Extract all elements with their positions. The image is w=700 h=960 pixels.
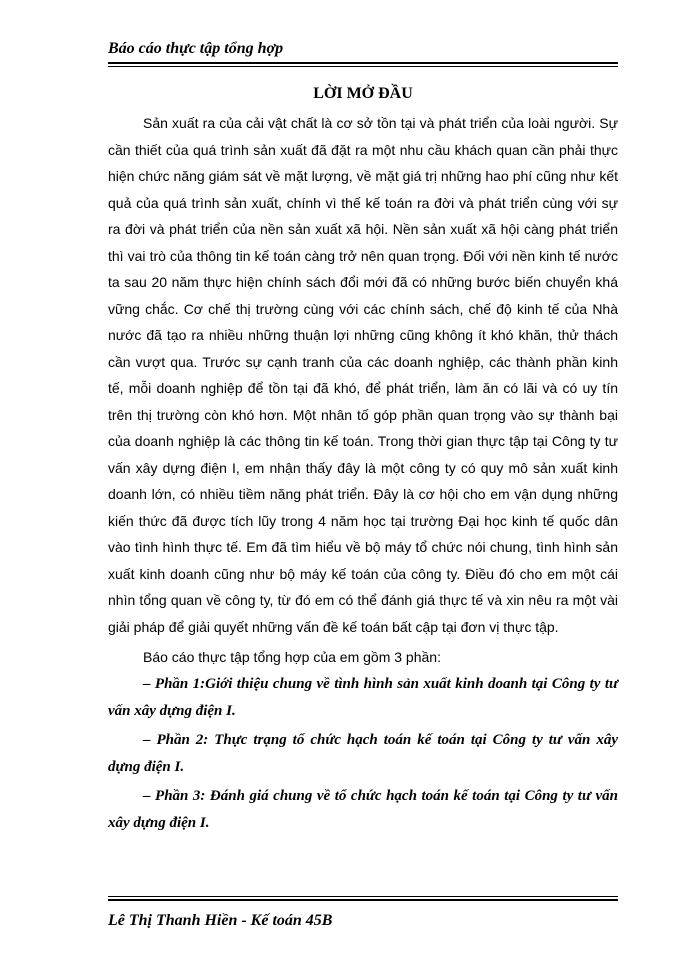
header-title: Báo cáo thực tập tổng hợp xyxy=(108,40,284,57)
document-title: LỜI MỞ ĐẦU xyxy=(313,85,413,102)
header-rule-thick xyxy=(108,62,618,64)
part-1: – Phần 1:Giới thiệu chung về tình hình sản xuất kinh doanh tại Công ty tư vấn xây dựng điện I. xyxy=(108,675,618,719)
part-2: – Phần 2: Thực trạng tổ chức hạch toán kế toán tại Công ty tư vấn xây dựng điện I. xyxy=(108,731,618,775)
document-body xyxy=(108,110,618,837)
footer-author: Lê Thị Thanh Hiền - Kế toán 45B xyxy=(108,912,333,929)
part-3: – Phần 3: Đánh giá chung về tổ chức hạch toán kế toán tại Công ty tư vấn xây dựng điện I. xyxy=(108,787,618,831)
parts-intro: Báo cáo thực tập tổng hợp của em gồm 3 phần: xyxy=(143,649,441,665)
header-rule-thin xyxy=(108,66,618,67)
footer-rule-thin xyxy=(108,896,618,897)
body-paragraph: Sản xuất ra của cải vật chất là cơ sở tồn tại và phát triển của loài người. Sự cần thiết của quá trình sản xuất đã đặt ra một nhu cầu khách quan cần phải thực hiện chức năng giám sát về mặt lượng, về mặt giá trị những hao phí cũng như kết quả của quá trình sản xuất, chính vì thế kế toán ra đời và phát triển cùng với sự ra đời và phát triển của nền sản xuất xã hội. Nền sản xuất xã hội càng phát triển thì vai trò của thông tin kế toán càng trở nên quan trọng. Đối với nền kinh tế nước ta sau 20 năm thực hiện chính sách đổi mới đã có những bước biến chuyển khá vững chắc. Cơ chế thị trường cùng với các chính sách, chế độ kinh tế của Nhà nước đã tạo ra nhiều những thuận lợi những cũng không ít khó khăn, thử thách cần vượt qua. Trước sự cạnh tranh của các doanh nghiệp, các thành phần kinh tế, mỗi doanh nghiệp để tồn tại đã khó, để phát triển, làm ăn có lãi và có uy tín trên thị trường còn khó hơn. Một nhân tố góp phần quan trọng vào sự thành bại của doanh nghiệp là các thông tin kế toán. Trong thời gian thực tập tại Công ty tư vấn xây dựng điện I, em nhận thấy đây là một công ty có quy mô sản xuất kinh doanh lớn, có nhiều tiềm năng phát triển. Đây là cơ hội cho em vận dụng những kiến thức đã được tích lũy trong 4 năm học tại trường Đại học kinh tế quốc dân vào tình hình thực tế. Em đã tìm hiểu về bộ máy tổ chức nói chung, tình hình sản xuất kinh doanh cũng như bộ máy kế toán của công ty. Điều đó cho em một cái nhìn tổng quan về công ty, từ đó em có thể đánh giá thực tế và xin nêu ra một vài giải pháp để giải quyết những vấn đề kế toán bất cập tại đơn vị thực tập. xyxy=(108,115,618,635)
footer-rule-thick xyxy=(108,899,618,901)
page-header xyxy=(108,40,618,58)
